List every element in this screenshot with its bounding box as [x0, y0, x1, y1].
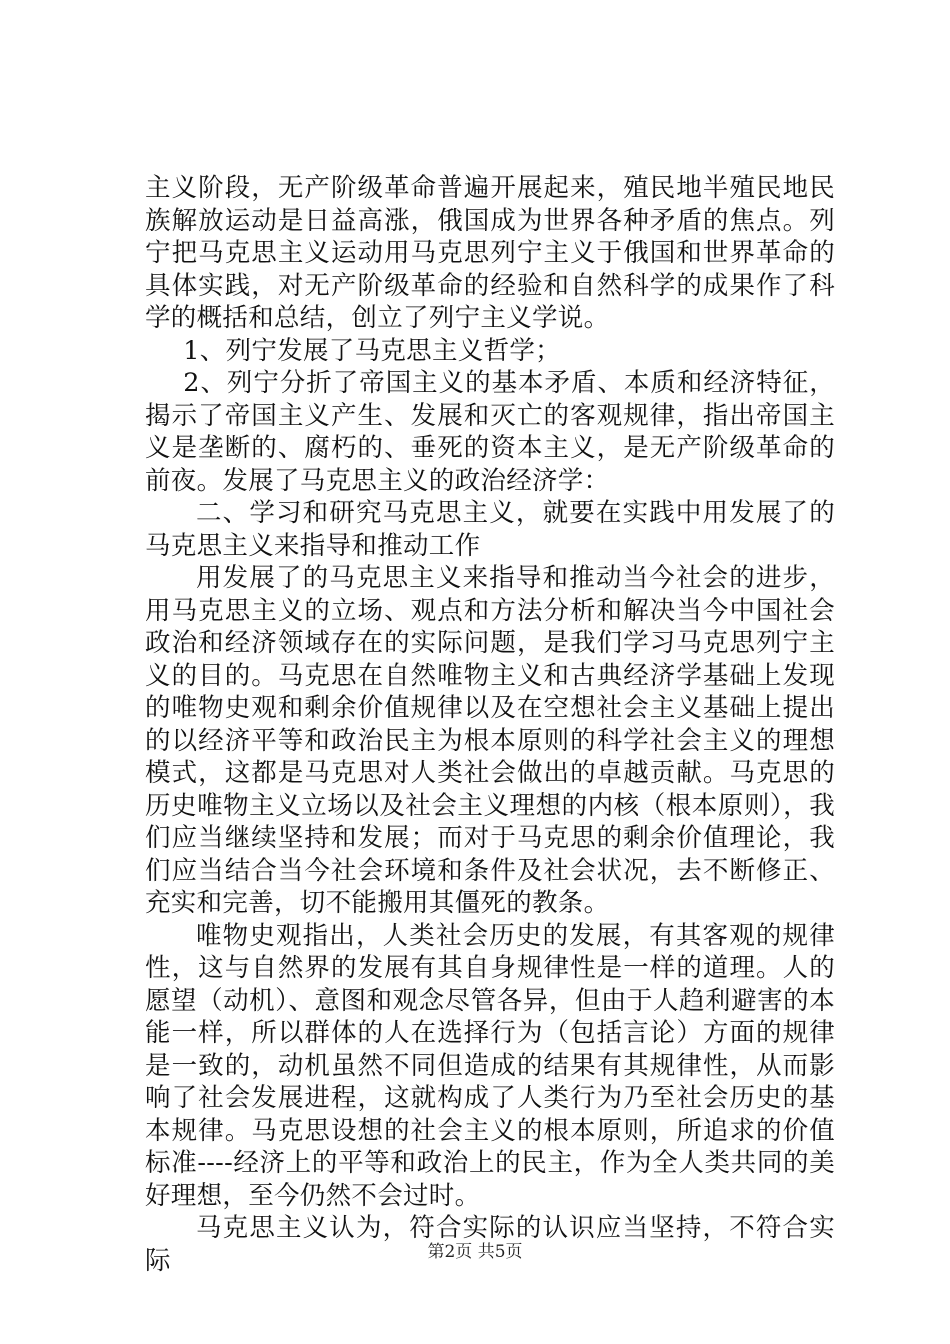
document-body — [145, 172, 835, 1277]
paragraph-body: 马克思主义认为，符合实际的认识应当坚持，不符合实际 — [145, 1213, 835, 1276]
paragraph-list-item-2: 2、列宁分折了帝国主义的基本矛盾、本质和经济特征，揭示了帝国主义产生、发展和灭亡的客观规律，指出帝国主义是垄断的、腐朽的、垂死的资本主义，是无产阶级革命的前夜。发展了马克思主义的政治经济学： — [145, 368, 835, 496]
paragraph-body: 用发展了的马克思主义来指导和推动当今社会的进步，用马克思主义的立场、观点和方法分析和解决当今中国社会政治和经济领域存在的实际问题，是我们学习马克思列宁主义的目的。马克思在自然唯物主义和古典经济学基础上发现的唯物史观和剩余价值规律以及在空想社会主义基础上提出的以经济平等和政治民主为根本原则的科学社会主义的理想模式，这都是马克思对人类社会做出的卓越贡献。马克思的历史唯物主义立场以及社会主义理想的内核（根本原则），我们应当继续坚持和发展；而对于马克思的剩余价值理论，我们应当结合当今社会环境和条件及社会状况，去不断修正、充实和完善，切不能搬用其僵死的教条。 — [145, 563, 835, 918]
page-number-footer: 第2页 共5页 — [427, 1242, 523, 1262]
paragraph-body: 唯物史观指出，人类社会历史的发展，有其客观的规律性，这与自然界的发展有其自身规律性是一样的道理。人的愿望（动机）、意图和观念尽管各异，但由于人趋利避害的本能一样，所以群体的人在选择行为（包括言论）方面的规律是一致的，动机虽然不同但造成的结果有其规律性，从而影响了社会发展进程，这就构成了人类行为乃至社会历史的基本规律。马克思设想的社会主义的根本原则，所追求的价值标准----经济上的平等和政治上的民主，作为全人类共同的美好理想，至今仍然不会过时。 — [145, 920, 835, 1211]
paragraph-continuation: 主义阶段，无产阶级革命普遍开展起来，殖民地半殖民地民族解放运动是日益高涨，俄国成为世界各种矛盾的焦点。列宁把马克思主义运动用马克思列宁主义于俄国和世界革命的具体实践，对无产阶级革命的经验和自然科学的成果作了科学的概括和总结，创立了列宁主义学说。 — [145, 173, 835, 333]
section-heading: 二、学习和研究马克思主义，就要在实践中用发展了的马克思主义来指导和推动工作 — [145, 498, 835, 561]
paragraph-list-item-1: 1、列宁发展了马克思主义哲学； — [183, 335, 561, 366]
